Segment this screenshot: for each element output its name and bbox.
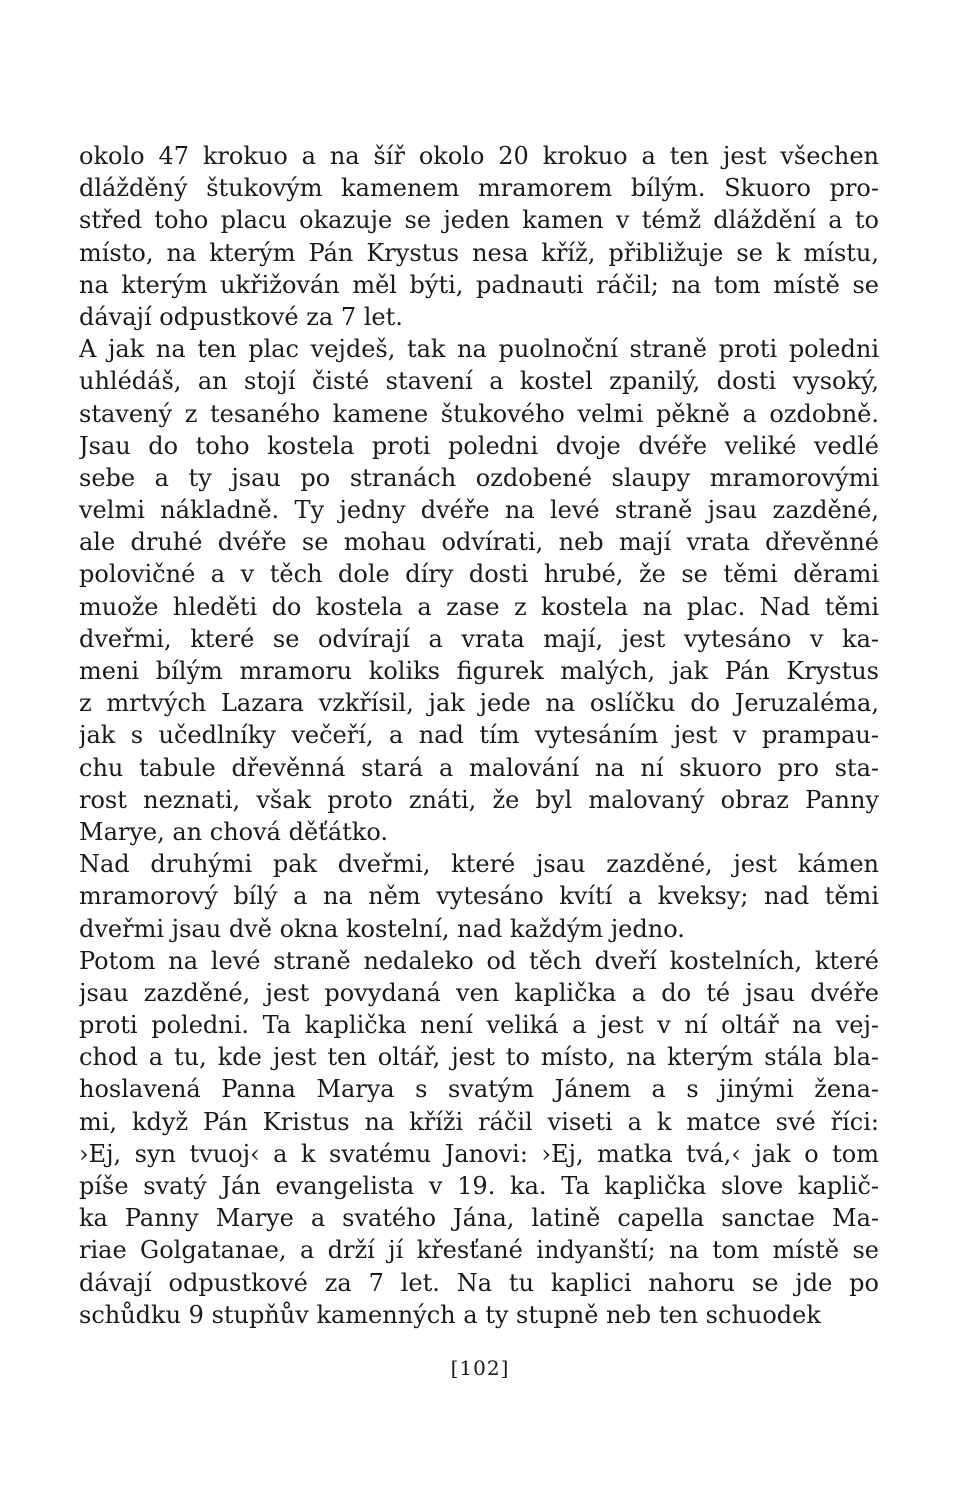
text-line: mi, když Pán Kristus na kříži ráčil viseti a k matce své říci:	[79, 1107, 879, 1136]
text-line: rost neznati, však proto znáti, že byl malovaný obraz Panny	[79, 785, 879, 814]
text-line: Marye, an chová děťátko.	[79, 817, 388, 846]
text-line: Potom na levé straně nedaleko od těch dveří kostelních, které	[79, 946, 879, 975]
text-line: schůdku 9 stupňův kamenných a ty stupně neb ten schuodek	[79, 1300, 821, 1329]
text-line: místo, na kterým Pán Krystus nesa kříž, přibližuje se k místu,	[79, 238, 879, 267]
paragraph	[79, 333, 879, 848]
text-line: dávají odpustkové za 7 let.	[79, 302, 403, 331]
text-line: meni bílým mramoru koliks figurek malých, jak Pán Krystus	[79, 657, 879, 685]
text-line: dlážděný štukovým kamenem mramorem bílým. Skuoro pro-	[79, 174, 879, 203]
text-line: ale druhé dvéře se mohau odvírati, neb mají vrata dřevěnné	[79, 528, 879, 557]
text-line: z mrtvých Lazara vzkřísil, jak jede na oslíčku do Jeruzaléma,	[79, 689, 879, 718]
text-line: na kterým ukřižován měl býti, padnauti ráčil; na tom místě se	[79, 270, 879, 299]
text-line: okolo 47 krokuo a na šíř okolo 20 krokuo a ten jest všechen	[79, 142, 879, 170]
text-line: chod a tu, kde jest ten oltář, jest to místo, na kterým stála bla-	[79, 1043, 879, 1072]
paragraph	[79, 945, 879, 1331]
text-line: riae Golgatanae, a drží jí křesťané indyanští; na tom místě se	[79, 1236, 879, 1265]
text-line: sebe a ty jsau po stranách ozdobené slaupy mramorovými	[79, 463, 879, 492]
text-line: A jak na ten plac vejdeš, tak na puolnoční straně proti poledni	[79, 335, 879, 364]
text-line: střed toho placu okazuje se jeden kamen v témž dláždění a to	[79, 206, 879, 235]
text-line: dveřmi, které se odvírají a vrata mají, jest vytesáno v ka-	[79, 624, 879, 653]
paragraph	[79, 848, 879, 945]
text-line: polovičné a v těch dole díry dosti hrubé, že se těmi děrami	[79, 560, 879, 589]
text-line: Jsau do toho kostela proti poledni dvoje dvéře veliké vedlé	[79, 431, 879, 460]
paragraph	[79, 140, 879, 333]
text-line: ›Ej, syn tvuoj‹ a k svatému Janovi: ›Ej, matka tvá,‹ jak o tom	[79, 1139, 879, 1168]
body-text	[79, 140, 879, 1331]
text-line: dveřmi jsau dvě okna kostelní, nad každým jedno.	[79, 914, 685, 943]
text-line: muože hleděti do kostela a zase z kostela na plac. Nad těmi	[79, 592, 879, 621]
text-line: velmi nákladně. Ty jedny dvéře na levé straně jsau zazděné,	[79, 496, 879, 525]
page-number: [102]	[450, 1356, 510, 1380]
text-line: hoslavená Panna Marya s svatým Jánem a s jinými žena-	[79, 1075, 879, 1104]
text-line: píše svatý Ján evangelista v 19. ka. Ta kaplička slove kaplič-	[79, 1172, 879, 1200]
text-line: jak s učedlníky večeří, a nad tím vytesáním jest v prampau-	[79, 721, 879, 750]
text-line: stavený z tesaného kamene štukového velmi pěkně a ozdobně.	[79, 399, 879, 428]
text-line: mramorový bílý a na něm vytesáno kvítí a kveksy; nad těmi	[79, 882, 879, 911]
text-line: uhlédáš, an stojí čisté stavení a kostel zpanilý, dosti vysoký,	[79, 367, 879, 396]
text-line: jsau zazděné, jest povydaná ven kaplička a do té jsau dvéře	[79, 978, 879, 1007]
text-line: proti poledni. Ta kaplička není veliká a jest v ní oltář na vej-	[79, 1011, 879, 1040]
text-line: dávají odpustkové za 7 let. Na tu kaplici nahoru se jde po	[79, 1268, 879, 1297]
text-line: chu tabule dřevěnná stará a malování na ní skuoro pro sta-	[79, 753, 879, 782]
text-line: Nad druhými pak dveřmi, které jsau zazděné, jest kámen	[79, 850, 879, 879]
text-line: ka Panny Marye a svatého Jána, latině capella sanctae Ma-	[79, 1204, 879, 1233]
